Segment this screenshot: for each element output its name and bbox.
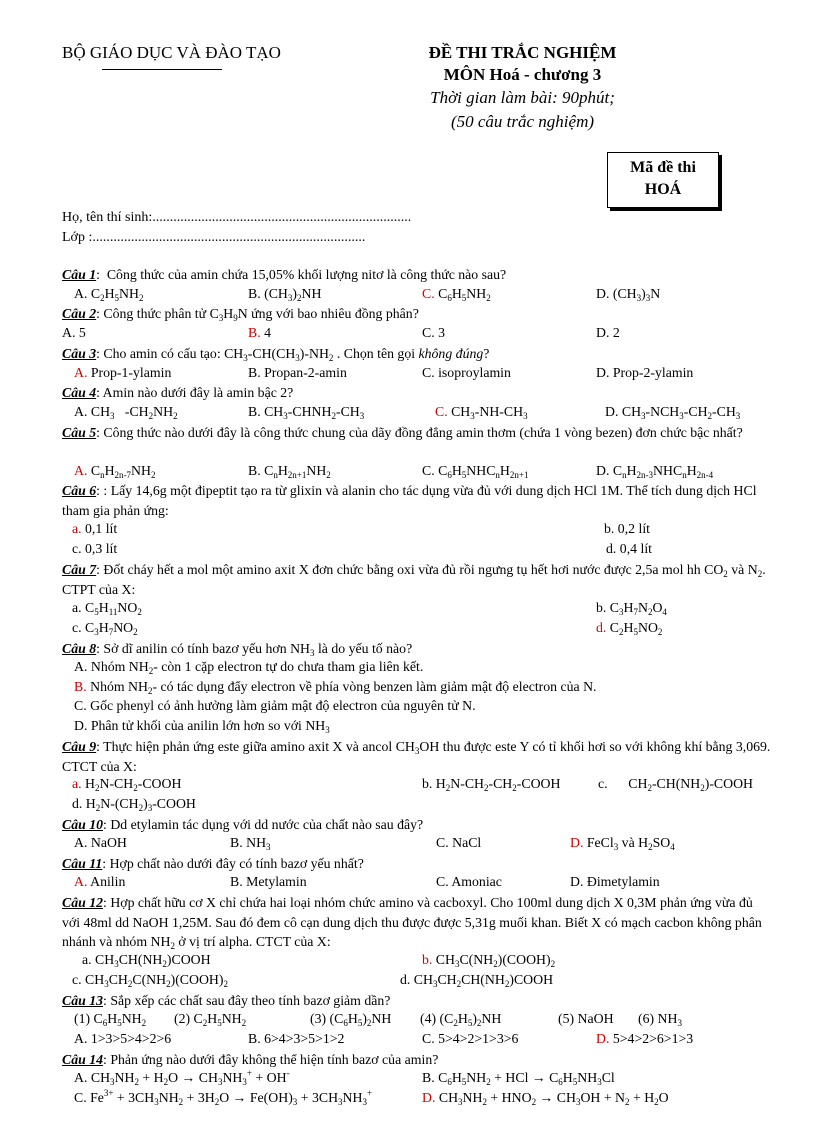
option-a[interactable]: A. Nhóm $NH_2-$ còn 1 cặp electron tự do chưa tham gia liên kết. [74,659,424,676]
option-d[interactable]: d. $CH_3CH_2CH(NH_2)COOH$ [400,972,554,989]
exam-code-value: HOÁ [644,181,682,198]
option-b[interactable]: B. Metylamin [230,874,307,889]
question-7: Câu 7: Đốt cháy hết a mol một amino axit X đơn chức bằng oxi vừa đủ rồi ngưng tụ hết hơi nước được 2,5a mol hh $CO_2$ và $N_2$. CTPT của X: [62,562,766,597]
ministry-name: BỘ GIÁO DỤC VÀ ĐÀO TẠO [62,43,281,62]
option-b[interactable]: B. $(CH_3)_2NH$ [248,286,322,303]
option-a[interactable]: A. NaOH [74,835,127,850]
options-1 [62,286,774,306]
question-6: Câu 6: : Lấy 14,6g một đipeptit tạo ra từ glixin và alanin cho tác dụng vừa đủ với dung dịch HCl 1M. Thể tích dung dịch HCl tham gia phản ứng: [62,483,757,518]
option-a[interactable]: a. $C_5H_{11}NO_2$ [72,600,142,617]
option-d[interactable]: D. 5>4>2>6>1>3 [596,1031,694,1046]
option-a[interactable]: a. $CH_3CH(NH_2)COOH$ [82,952,211,969]
option-b[interactable]: b. 0,2 lít [604,521,650,536]
options-7a [62,600,774,620]
exam-code-box [607,152,719,208]
option-d[interactable]: D. $CH_3NH_2 + HNO_2 \to CH_3OH + N_2 + H_2O$ [422,1090,669,1107]
option-c[interactable]: C. 5>4>2>1>3>6 [422,1031,519,1046]
exam-title: ĐỀ THI TRẮC NGHIỆM [428,43,617,62]
divider [102,69,222,70]
question-9: Câu 9: Thực hiện phản ứng este giữa amino axit X và ancol $CH_3OH$ thu được este Y có tỉ khối hơi so với không khí bằng 3,069. CTCT của X: [62,739,771,774]
options-3 [62,365,774,385]
option-d[interactable]: D. Prop-2-ylamin [596,365,694,380]
option-d[interactable]: D. FeCl$_3$ và $H_2SO_4$ [570,835,675,852]
option-c[interactable]: C. Gốc phenyl có ảnh hưởng làm giảm mật độ electron của nguyên tử N. [74,698,476,713]
option-d[interactable]: D. $CH_3-NCH_3-CH_2-CH_3$ [605,404,741,421]
option-b[interactable]: B. $C_6H_5NH_2$ + HCl → $C_6H_5NH_3Cl$ [422,1070,615,1087]
subject: MÔN Hoá - chương 3 [443,65,602,84]
option-c[interactable]: c. 0,3 lít [72,541,118,556]
item-6: (6) $NH_3$ [638,1011,682,1028]
question-count: (50 câu trắc nghiệm) [450,112,595,131]
item-3: (3) $(C_6H_5)_2NH$ [310,1011,392,1028]
options-9a [62,776,774,796]
options-12b [62,972,774,992]
exam-code-label: Mã đề thi [630,159,696,176]
question-1: Câu 1: Công thức của amin chứa 15,05% khối lượng nitơ là công thức nào sau? [62,267,507,282]
option-a[interactable]: A. $C_nH_{2n-7}NH_2$ [74,463,156,480]
option-a[interactable]: A. 5 [62,325,86,340]
option-c[interactable]: c. $CH_3CH_2C(NH_2)(COOH)_2$ [72,972,228,989]
item-5: (5) NaOH [558,1011,614,1026]
option-b[interactable]: B. $C_nH_{2n+1}NH_2$ [248,463,331,480]
class-line: Lớp :.............................................................................. [62,230,366,245]
question-13: Câu 13: Sắp xếp các chất sau đây theo tính bazơ giảm dần? [62,993,391,1008]
option-c[interactable]: C. $CH_3-NH-CH_3$ [435,404,528,421]
option-b[interactable]: B. 4 [248,325,272,340]
option-d[interactable]: D. Phân tử khối của anilin lớn hơn so với $NH_3$ [74,718,330,735]
question-10: Câu 10: Dd etylamin tác dụng với dd nước của chất nào sau đây? [62,817,424,832]
question-3: Câu 3: Cho amin có cấu tạo: $CH_3-CH(CH_3)-NH_2$ . Chọn tên gọi không đúng? [62,346,490,363]
option-b[interactable]: B. Nhóm $NH_2-$ có tác dụng đẩy electron về phía vòng benzen làm giảm mật độ electron của N. [74,679,597,696]
option-c[interactable]: C. $C_6H_5NH_2$ [422,286,491,303]
option-b[interactable]: B. $CH_3-CHNH_2-CH_3$ [248,404,365,421]
option-a[interactable]: A. Anilin [74,874,126,889]
option-a[interactable]: a. $H_2N-CH_2$-COOH [72,776,182,793]
item-1: (1) $C_6H_5NH_2$ [74,1011,147,1028]
option-b[interactable]: B. 6>4>3>5>1>2 [248,1031,345,1046]
option-a[interactable]: A. $CH_3NH_2 + H_2O \to CH_3NH_3^+ + OH^-$ [74,1068,290,1087]
option-d[interactable]: D. $(CH_3)_3N$ [596,286,661,303]
option-a[interactable]: A. 1>3>5>4>2>6 [74,1031,172,1046]
options-9b [62,796,774,816]
option-a[interactable]: A. $CH_3$ $-CH_2NH_2$ [74,404,178,421]
option-d[interactable]: d. 0,4 lít [606,541,652,556]
option-b[interactable]: b. $C_3H_7N_2O_4$ [596,600,667,617]
options-2 [62,325,774,345]
option-d[interactable]: d. $H_2N-(CH_2)_3$-COOH [72,796,196,813]
option-b[interactable]: b. $H_2N-CH_2-CH_2$-COOH [422,776,561,793]
item-4: (4) $(C_2H_5)_2NH$ [420,1011,502,1028]
time-limit: Thời gian làm bài: 90phút; [430,88,615,107]
question-14: Câu 14: Phản ứng nào dưới đây không thể hiện tính bazơ của amin? [62,1052,439,1067]
options-10 [62,835,774,855]
option-c[interactable]: c. $CH_2-CH(NH_2)$-COOH [598,776,754,793]
question-12: Câu 12: Hợp chất hữu cơ X chỉ chứa hai loại nhóm chức amino và cacboxyl. Cho 100ml dung dịch X 0,3M phản ứng vừa đủ với 48ml dd NaOH 1,25M. Sau đó đem cô cạn dung dịch thu được được 5,31g muối khan. Biết X có mạch cacbon không phân nhánh và nhóm $NH_2$ ở vị trí alpha. CTCT của X: [62,895,762,952]
item-2: (2) $C_2H_5NH_2$ [174,1011,247,1028]
option-c[interactable]: C. $Fe^{3+} + 3CH_3NH_2 + 3H_2O \to Fe(OH)_3 + 3CH_3NH_3^+$ [74,1088,373,1107]
option-c[interactable]: C. $C_6H_5NHC_nH_{2n+1}$ [422,463,529,480]
options-6b [62,541,774,561]
q13-items [62,1011,774,1031]
option-c[interactable]: C. NaCl [436,835,482,850]
option-a[interactable]: A. $C_2H_5NH_2$ [74,286,144,303]
question-8: Câu 8: Sở dĩ anilin có tính bazơ yếu hơn $NH_3$ là do yếu tố nào? [62,641,413,658]
question-11: Câu 11: Hợp chất nào dưới đây có tính bazơ yếu nhất? [62,856,364,871]
options-4 [62,404,774,424]
question-4: Câu 4: Amin nào dưới đây là amin bậc 2? [62,385,294,400]
option-a[interactable]: A. Prop-1-ylamin [74,365,172,380]
option-b[interactable]: B. Propan-2-amin [248,365,347,380]
question-2: Câu 2: Công thức phân tử $C_3H_9N$ ứng với bao nhiêu đồng phân? [62,306,419,323]
option-c[interactable]: c. $C_3H_7NO_2$ [72,620,138,637]
question-5: Câu 5: Công thức nào dưới đây là công thức chung của dãy đồng đẳng amin thơm (chứa 1 vòng bezen) đơn chức bậc nhất? [62,425,743,440]
options-13 [62,1031,774,1051]
option-a[interactable]: a. 0,1 lít [72,521,118,536]
options-14a [62,1070,774,1090]
option-d[interactable]: D. Đimetylamin [570,874,660,889]
options-12a [62,952,774,972]
option-d[interactable]: d. $C_2H_5NO_2$ [596,620,663,637]
options-11 [62,874,774,894]
option-d[interactable]: D. 2 [596,325,620,340]
option-d[interactable]: D. $C_nH_{2n-3}NHC_nH_{2n-4}$ [596,463,714,480]
options-14b [62,1090,774,1110]
option-c[interactable]: C. Amoniac [436,874,502,889]
options-5 [62,463,774,483]
exam-header [380,42,665,134]
option-c[interactable]: C. 3 [422,325,445,340]
option-b[interactable]: B. $NH_3$ [230,835,271,852]
option-b[interactable]: b. $CH_3C(NH_2)(COOH)_2$ [422,952,556,969]
option-c[interactable]: C. isoproylamin [422,365,511,380]
options-7b [62,620,774,640]
options-6a [62,521,774,541]
student-name-line: Họ, tên thí sinh:.......................................................................... [62,210,412,225]
